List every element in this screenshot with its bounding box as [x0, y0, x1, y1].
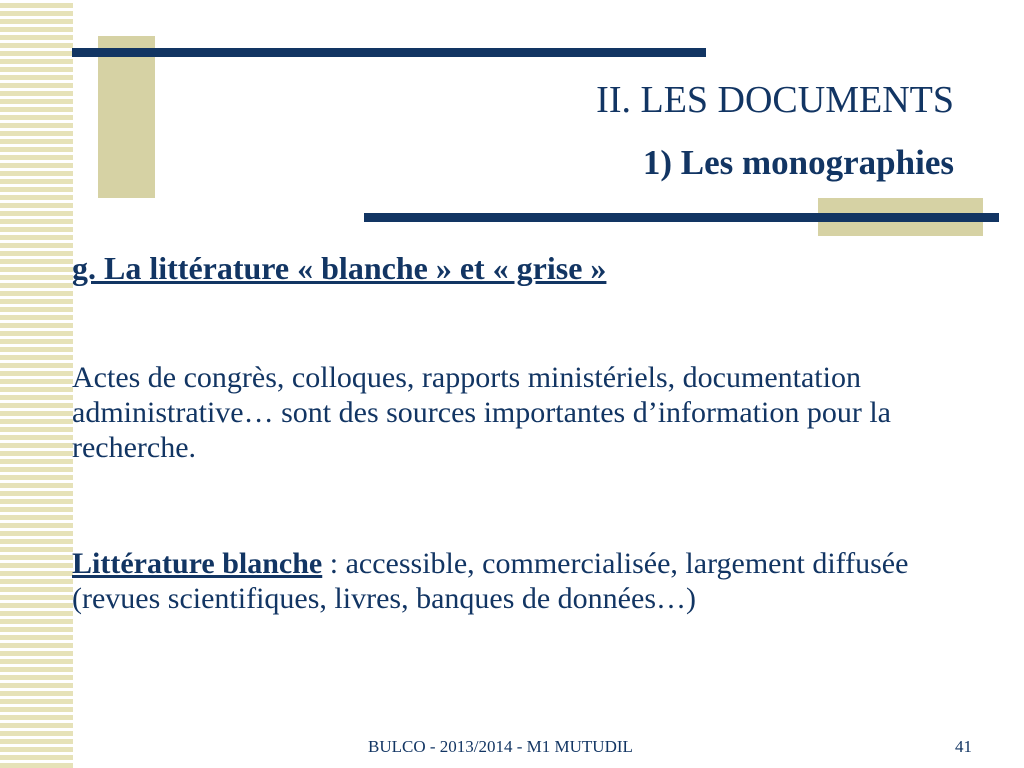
slide-title: II. LES DOCUMENTS — [596, 79, 954, 121]
decorative-beige-block-top — [98, 36, 155, 198]
term-definition: : accessible, commercialisée, largement diffusée (revues scientifiques, livres, banques de données…) — [72, 547, 909, 615]
footer-text: BULCO - 2013/2014 - M1 MUTUDIL — [368, 737, 633, 756]
body-paragraph-1: Actes de congrès, colloques, rapports ministériels, documentation administrative… sont des sources importantes d’information pour la recherche. — [72, 361, 891, 464]
decorative-stripes — [0, 0, 73, 768]
term-litterature-blanche: Littérature blanche — [72, 547, 323, 580]
slide-subtitle: 1) Les monographies — [642, 143, 954, 182]
section-heading: g. La littérature « blanche » et « grise » — [72, 250, 607, 286]
page-number: 41 — [955, 737, 972, 756]
title-rule-bottom — [364, 213, 999, 222]
body-paragraph-2 — [72, 547, 982, 617]
title-rule-top — [72, 48, 706, 57]
